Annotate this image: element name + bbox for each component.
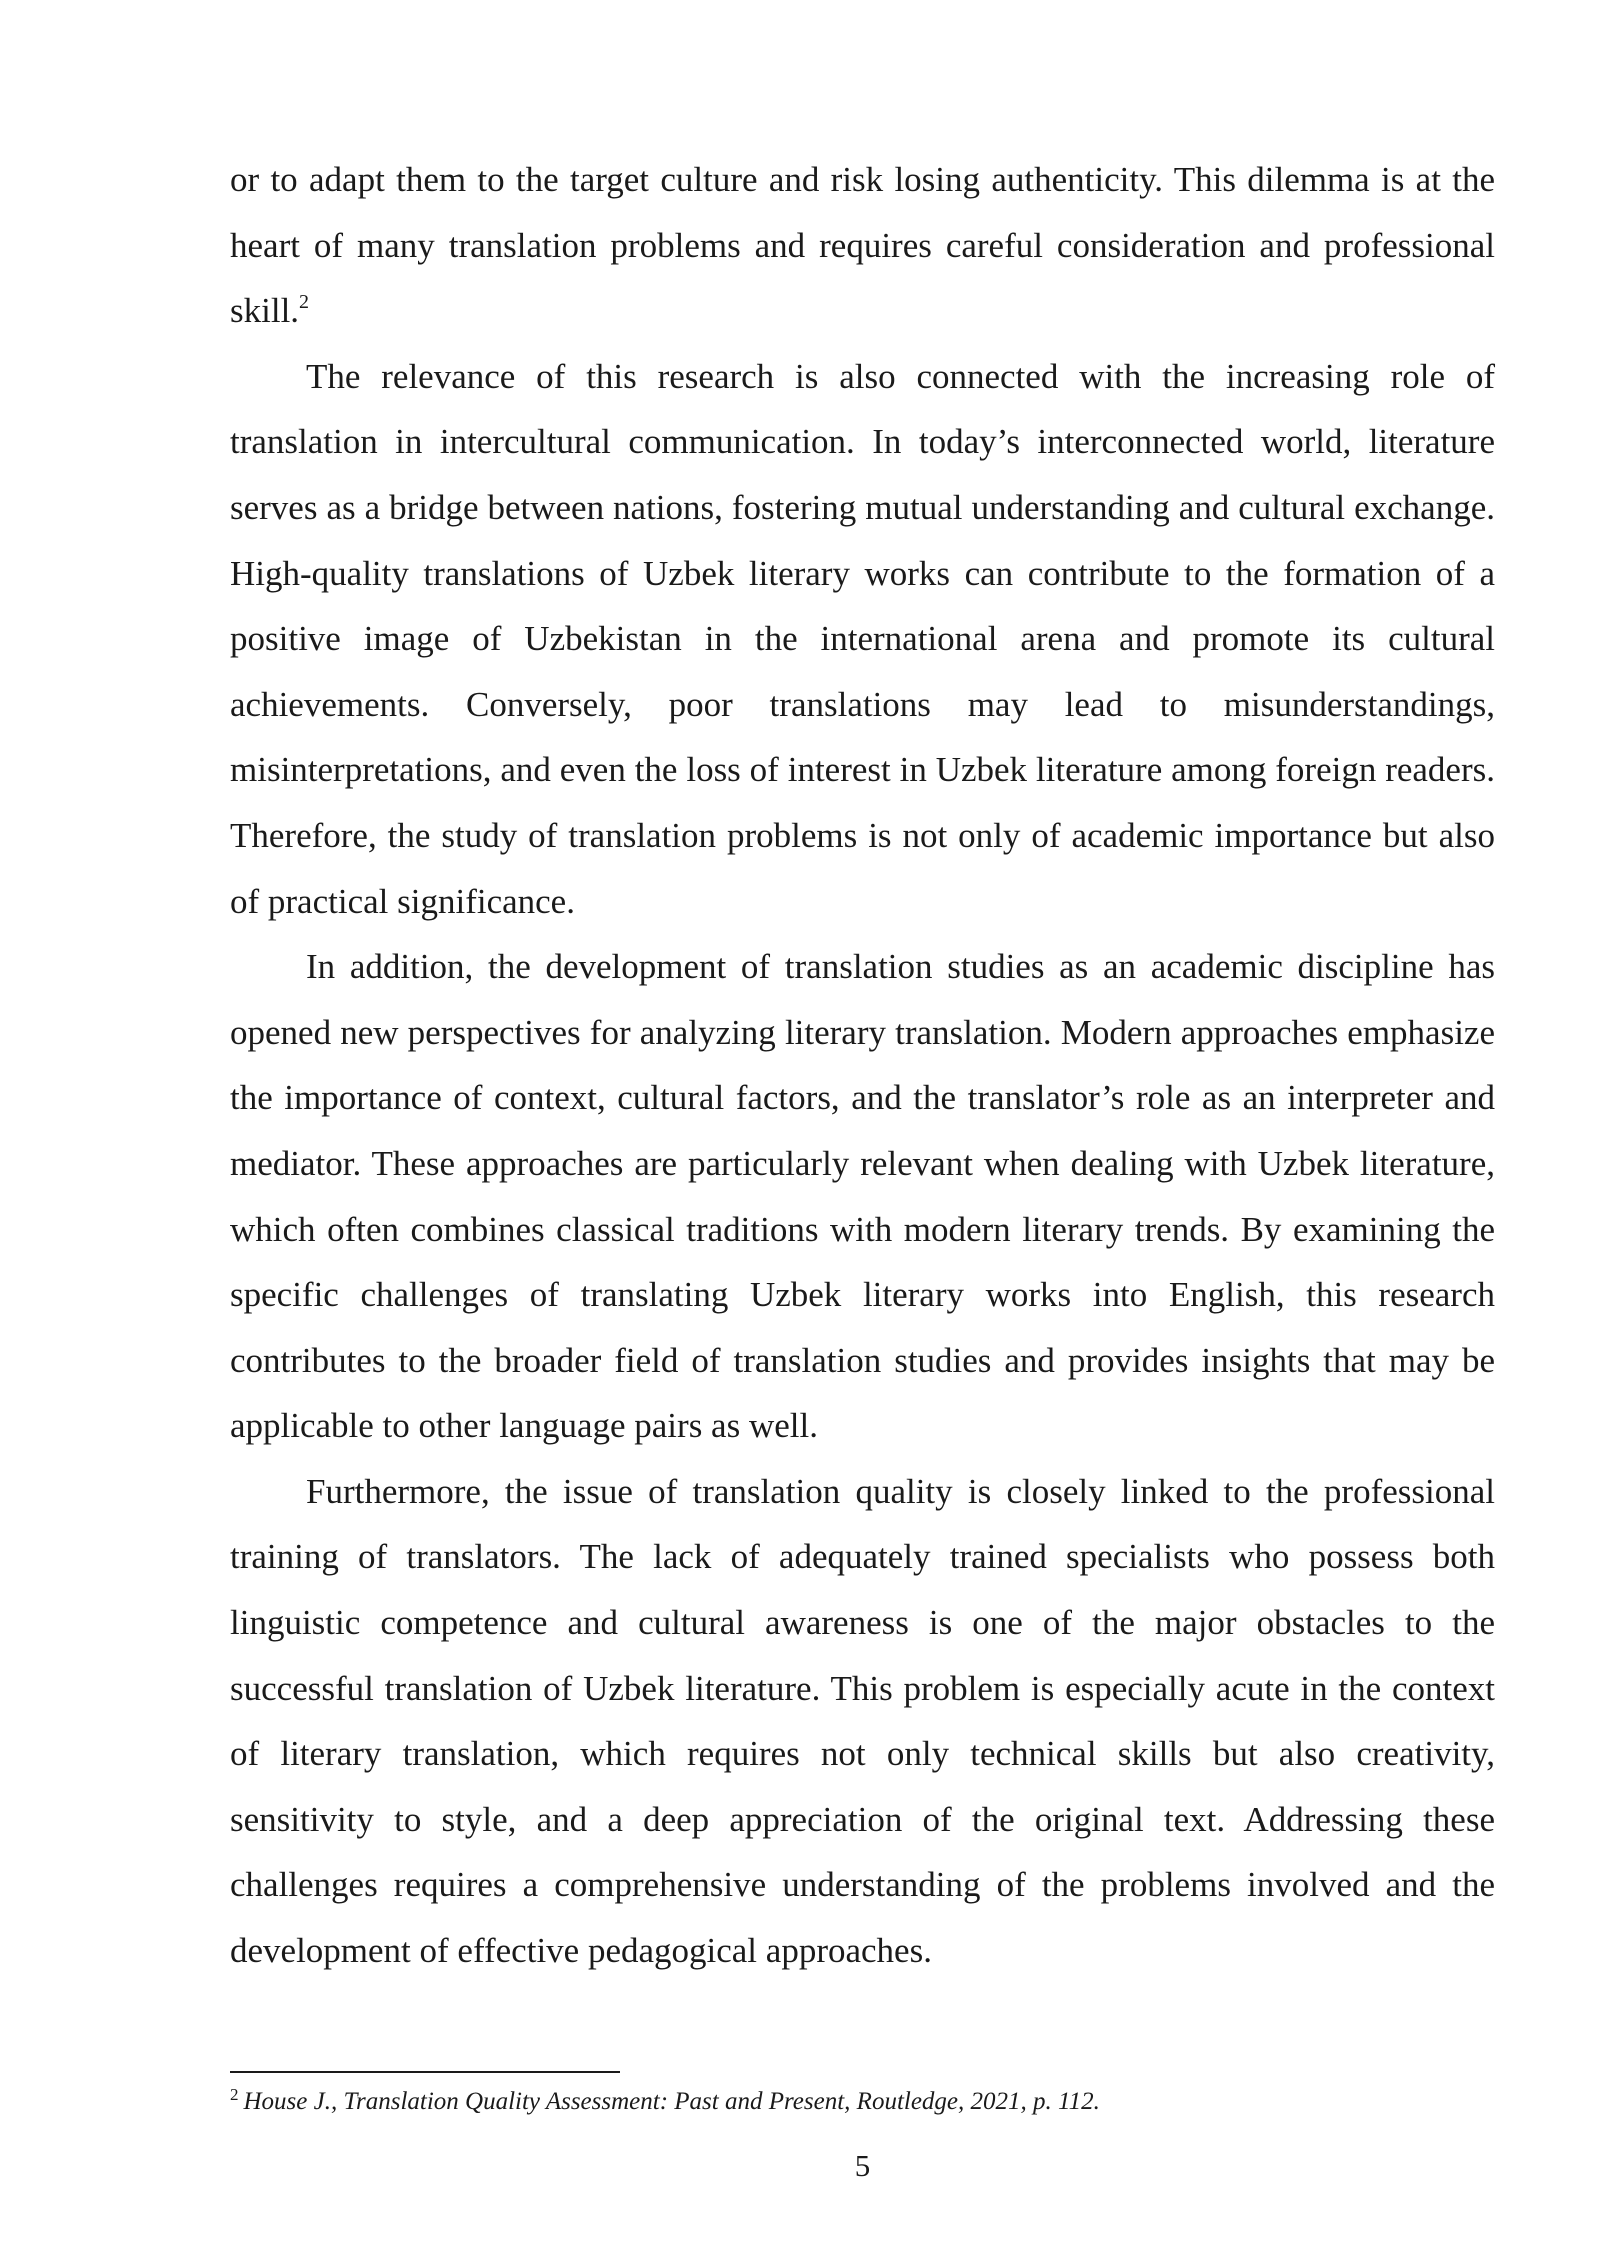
footnote [230, 2085, 1495, 2119]
footnote-separator [230, 2071, 620, 2073]
footnote-number: 2 [230, 2084, 239, 2104]
paragraph-3: In addition, the development of translation studies as an academic discipline has opened new perspectives for analyzing literary translation. Modern approaches emphasize the importance of context, cultural factors, and the translator’s role as an interpreter and mediator. These approaches are particularly relevant when dealing with Uzbek literature, which often combines classical traditions with modern literary trends. By examining the specific challenges of translating Uzbek literary works into English, this research contributes to the broader field of translation studies and provides insights that may be applicable to other language pairs as well. [230, 947, 1495, 1446]
footnote-text: House J., Translation Quality Assessment: Past and Present, Routledge, 2021, p. 112. [243, 2088, 1100, 2115]
paragraph-1 [230, 147, 1495, 344]
body-text [230, 147, 1495, 1984]
paragraph-1-text: or to adapt them to the target culture and risk losing authenticity. This dilemma is at the heart of many translation problems and requires careful consideration and professional skill. [230, 160, 1495, 331]
page-number: 5 [854, 2148, 871, 2183]
paragraph-2: The relevance of this research is also connected with the increasing role of translation in intercultural communication. In today’s interconnected world, literature serves as a bridge between nations, fostering mutual understanding and cultural exchange. High-quality translations of Uzbek literary works can contribute to the formation of a positive image of Uzbekistan in the international arena and promote its cultural achievements. Conversely, poor translations may lead to misunderstandings, misinterpretations, and even the loss of interest in Uzbek literature among foreign readers. Therefore, the study of translation problems is not only of academic importance but also of practical significance. [230, 356, 1495, 921]
footnote-reference[interactable]: 2 [299, 290, 310, 313]
paragraph-4: Furthermore, the issue of translation quality is closely linked to the professional training of translators. The lack of adequately trained specialists who possess both linguistic competence and cultural awareness is one of the major obstacles to the successful translation of Uzbek literature. This problem is especially acute in the context of literary translation, which requires not only technical skills but also creativity, sensitivity to style, and a deep appreciation of the original text. Addressing these challenges requires a comprehensive understanding of the problems involved and the development of effective pedagogical approaches. [230, 1471, 1495, 1971]
